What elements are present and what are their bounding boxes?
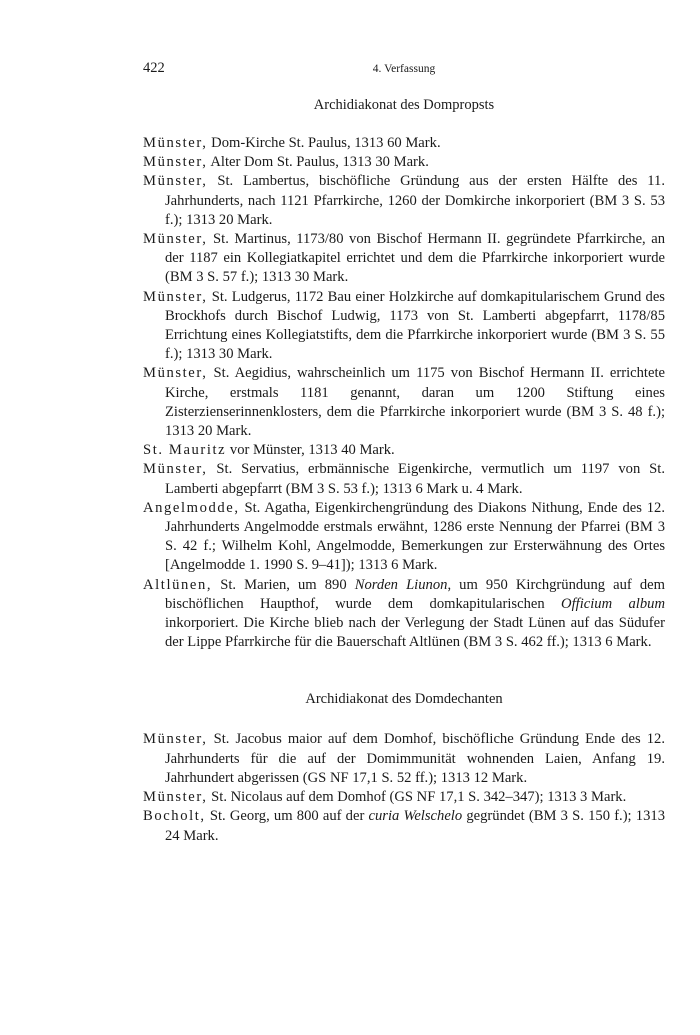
place-name: St. Mauritz [143, 442, 227, 459]
place-name: Münster, [143, 135, 208, 151]
list-item [143, 441, 665, 460]
entry-text [165, 577, 665, 651]
place-name: Altlünen, [143, 576, 213, 593]
list-item [143, 172, 665, 230]
italic-term: Officium album [561, 595, 665, 612]
section-domdechant [143, 690, 665, 845]
place-name: Angelmodde, [143, 499, 240, 516]
list-item [143, 730, 665, 788]
list-item [143, 364, 665, 441]
entry-text [208, 135, 441, 151]
running-head: 4. Verfassung [372, 63, 436, 75]
list-item [143, 288, 665, 365]
list-item [143, 460, 665, 498]
page [143, 56, 665, 846]
place-name: Münster, [143, 154, 208, 171]
entry-text-segment: St. Martinus, 1173/80 von Bischof Hermann II. gegründete Pfarrkirche, an der 1187 ein Kollegiatkapitel errichtet und dem die Pfarrkirche inkorporiert wurde (BM 3 S. 57 f.); 1313 30 Mark. [165, 231, 665, 286]
entry-text [226, 442, 394, 458]
list-item [143, 134, 665, 153]
place-name: Münster, [143, 173, 208, 190]
list-item [143, 807, 665, 845]
entry-text-segment: St. Jacobus maior auf dem Domhof, bischöfliche Gründung Ende des 12. Jahrhunderts für die auf der Domimmunität wohnenden Laien, Anfang 19. Jahrhundert abgerissen (GS NF 17,1 S. 52 ff.); 1313 12 Mark. [165, 731, 665, 786]
entry-text-segment: St. Georg, um 800 auf der [205, 808, 369, 825]
entry-text-segment: St. Aegidius, wahrscheinlich um 1175 von Bischof Hermann II. errichtete Kirche, erstmals 1181 genannt, daran um 1200 Stiftung eines Zisterzienserinnenklosters, dem die Pfarrkirche inkorporiert wurde (BM 3 S. 48 f.); 1313 20 Mark. [165, 365, 665, 440]
entry-text [208, 789, 627, 805]
entry-text [165, 289, 665, 363]
entry-text-segment: St. Agatha, Eigenkirchengründung des Diakons Nithung, Ende des 12. Jahrhunderts Angelmodde erstmals erwähnt, 1286 erste Nennung der Pfarrei (BM 3 S. 42 f.; Wilhelm Kohl, Angelmodde, Bemerkungen zur Ersterwähnung des Ortes [Angelmodde 1. 1990 S. 9–41]); 1313 6 Mark. [165, 499, 665, 574]
entry-text [165, 500, 665, 574]
place-name: Münster, [143, 231, 208, 248]
entry-text-segment: gegründet (BM 3 S. 150 f.); 1313 24 Mark. [165, 808, 665, 844]
entry-text [165, 731, 665, 785]
section-dompropst [143, 96, 665, 652]
entry-text [165, 231, 665, 285]
entry-text [165, 365, 665, 439]
list-item [143, 499, 665, 576]
list-item [143, 788, 665, 807]
list-item [143, 576, 665, 653]
entry-text [165, 173, 665, 227]
entry-text-segment: St. Ludgerus, 1172 Bau einer Holzkirche auf domkapitularischem Grund des Brockhofs durch Bischof Ludwig, 1173 von St. Lamberti abgepfarrt, 1178/85 Errichtung eines Kollegiatstifts, dem die Pfarrkirche inkorporiert wurde (BM 3 S. 55 f.); 1313 30 Mark. [165, 288, 665, 363]
place-name: Bocholt, [143, 808, 206, 825]
page-header [143, 56, 665, 80]
italic-term: curia Welschelo [368, 808, 463, 825]
section-title: Archidiakonat des Domdechanten [305, 691, 503, 708]
list-item [143, 230, 665, 288]
place-name: Münster, [143, 789, 208, 806]
entry-list [143, 730, 665, 845]
list-item [143, 153, 665, 172]
italic-term: Norden Liunon [354, 576, 448, 593]
page-number: 422 [143, 60, 165, 76]
place-name: Münster, [143, 288, 208, 305]
entry-text-segment: St. Nicolaus auf dem Domhof (GS NF 17,1 S. 342–347); 1313 3 Mark. [207, 789, 627, 806]
entry-text-segment: Alter Dom St. Paulus, 1313 30 Mark. [207, 154, 429, 171]
entry-text [165, 808, 665, 843]
entry-list [143, 134, 665, 652]
place-name: Münster, [143, 461, 208, 478]
entry-text-segment: inkorporiert. Die Kirche blieb nach der Verlegung der Stadt Lünen auf das Südufer der Lippe Pfarrkirche für die Bauerschaft Altlünen (BM 3 S. 462 ff.); 1313 6 Mark. [165, 615, 665, 651]
entry-text-segment: St. Servatius, erbmännische Eigenkirche, vermutlich um 1197 von St. Lamberti abgepfarrt (BM 3 S. 53 f.); 1313 6 Mark u. 4 Mark. [165, 461, 665, 497]
entry-text-segment: , um 950 Kirchgründung auf dem bischöflichen Haupthof, wurde dem domkapitularischen [165, 576, 666, 612]
entry-text [165, 461, 665, 496]
entry-text [208, 154, 429, 170]
entry-text-segment: St. Marien, um 890 [212, 576, 355, 593]
entry-text-segment: vor Münster, 1313 40 Mark. [226, 442, 395, 459]
place-name: Münster, [143, 365, 208, 382]
section-title: Archidiakonat des Dompropsts [313, 97, 495, 113]
entry-text-segment: Dom-Kirche St. Paulus, 1313 60 Mark. [207, 135, 441, 151]
entry-text-segment: St. Lambertus, bischöfliche Gründung aus der ersten Hälfte des 11. Jahrhunderts, nach 1121 Pfarrkirche, 1260 der Domkirche inkorporiert (BM 3 S. 53 f.); 1313 20 Mark. [165, 173, 665, 228]
place-name: Münster, [143, 731, 208, 748]
